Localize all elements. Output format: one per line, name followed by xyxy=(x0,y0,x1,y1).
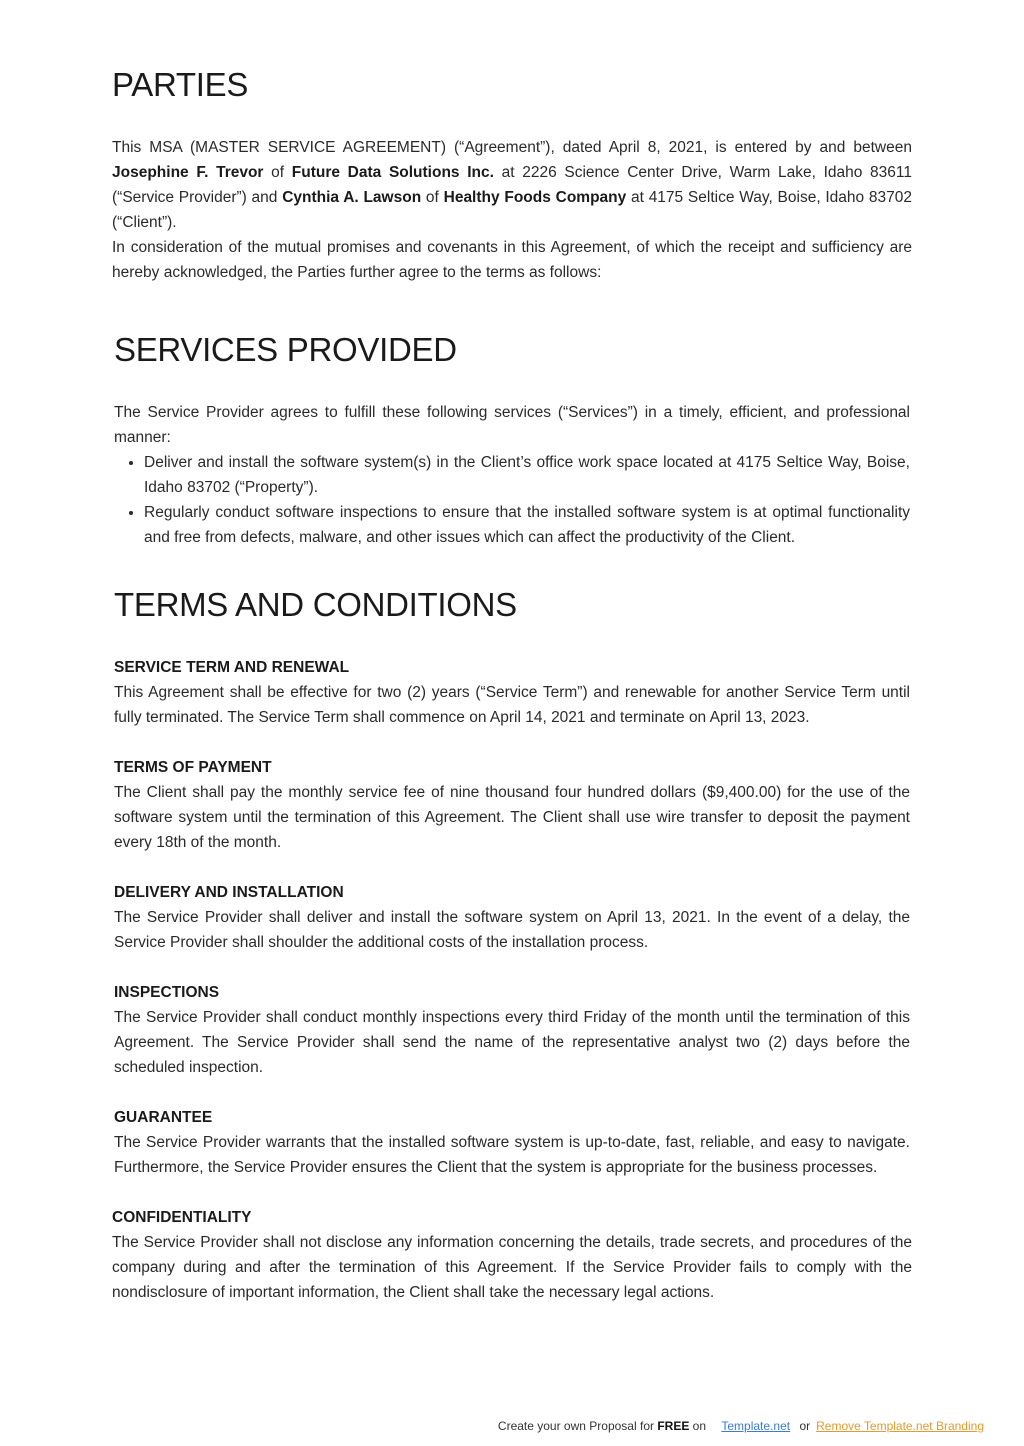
client-company: Healthy Foods Company xyxy=(443,189,627,206)
section-title-delivery: DELIVERY AND INSTALLATION xyxy=(114,884,344,901)
footer-free: FREE xyxy=(657,1419,690,1433)
section-title-inspections: INSPECTIONS xyxy=(114,984,220,1001)
section-text-payment: The Client shall pay the monthly service fee of nine thousand four hundred dollars ($9,400.00) for the use of the software system until the termination of this Agreement. The Client shall use wire transfer to deposit the payment every 18th of the month. xyxy=(114,784,910,851)
template-net-link[interactable]: Template.net xyxy=(721,1419,791,1433)
section-title-payment: TERMS OF PAYMENT xyxy=(114,759,272,776)
remove-branding-link[interactable]: Remove Template.net Branding xyxy=(816,1419,984,1433)
parties-text: This MSA (MASTER SERVICE AGREEMENT) (“Agreement”), dated April 8, 2021, is entered by and between xyxy=(112,139,912,156)
section-title-service-term: SERVICE TERM AND RENEWAL xyxy=(114,659,350,676)
services-heading: SERVICES PROVIDED xyxy=(114,331,457,368)
footer-branding xyxy=(0,1419,984,1433)
section-text-delivery: The Service Provider shall deliver and install the software system on April 13, 2021. In the event of a delay, the Service Provider shall shoulder the additional costs of the installation process. xyxy=(114,909,910,951)
list-item: • Regularly conduct software inspections to ensure that the installed software system is at optimal functionality and free from defects, malware, and other issues which can affect the productivity of the Client. xyxy=(144,500,910,550)
section-text-confidentiality: The Service Provider shall not disclose any information concerning the details, trade secrets, and procedures of the company during and after the termination of this Agreement. If the Service Provider fails to comply with the nondisclosure of important information, the Client shall take the necessary legal actions. xyxy=(112,1234,912,1301)
section-text-inspections: The Service Provider shall conduct monthly inspections every third Friday of the month until the termination of this Agreement. The Service Provider shall send the name of the representative analyst two (2) days before the scheduled inspection. xyxy=(114,1009,910,1076)
parties-text: at 4175 Seltice Way, Boise, Idaho 83702 (“Client”). xyxy=(112,189,913,231)
services-list xyxy=(114,450,910,550)
section-text-service-term: This Agreement shall be effective for two (2) years (“Service Term”) and renewable for another Service Term until fully terminated. The Service Term shall commence on April 14, 2021 and terminate on April 13, 2023. xyxy=(114,684,910,726)
parties-text: of xyxy=(263,164,292,181)
parties-text: of xyxy=(421,189,444,206)
parties-paragraph-2: In consideration of the mutual promises and covenants in this Agreement, of which the receipt and sufficiency are hereby acknowledged, the Parties further agree to the terms as follows: xyxy=(112,239,912,281)
provider-name: Josephine F. Trevor xyxy=(112,164,264,181)
terms-heading: TERMS AND CONDITIONS xyxy=(114,586,517,623)
section-text-guarantee: The Service Provider warrants that the installed software system is up-to-date, fast, reliable, and easy to navigate. Furthermore, the Service Provider ensures the Client that the system is appropriate for the business processes. xyxy=(114,1134,910,1176)
footer-prefix: Create your own Proposal for xyxy=(497,1419,658,1433)
footer-or: or xyxy=(799,1419,811,1433)
parties-heading: PARTIES xyxy=(112,66,249,103)
client-name: Cynthia A. Lawson xyxy=(282,189,422,206)
provider-company: Future Data Solutions Inc. xyxy=(291,164,494,181)
footer-on: on xyxy=(689,1419,707,1433)
section-title-confidentiality: CONFIDENTIALITY xyxy=(112,1209,252,1226)
list-item: • Deliver and install the software system(s) in the Client’s office work space located at 4175 Seltice Way, Boise, Idaho 83702 (“Property”). xyxy=(144,450,910,500)
section-title-guarantee: GUARANTEE xyxy=(114,1109,213,1126)
parties-text: at 2226 Science Center Drive, Warm Lake, Idaho 83611 (“Service Provider”) and xyxy=(112,164,913,206)
services-intro: The Service Provider agrees to fulfill these following services (“Services”) in a timely, efficient, and professional manner: xyxy=(114,404,910,446)
parties-paragraph-1 xyxy=(112,135,912,235)
